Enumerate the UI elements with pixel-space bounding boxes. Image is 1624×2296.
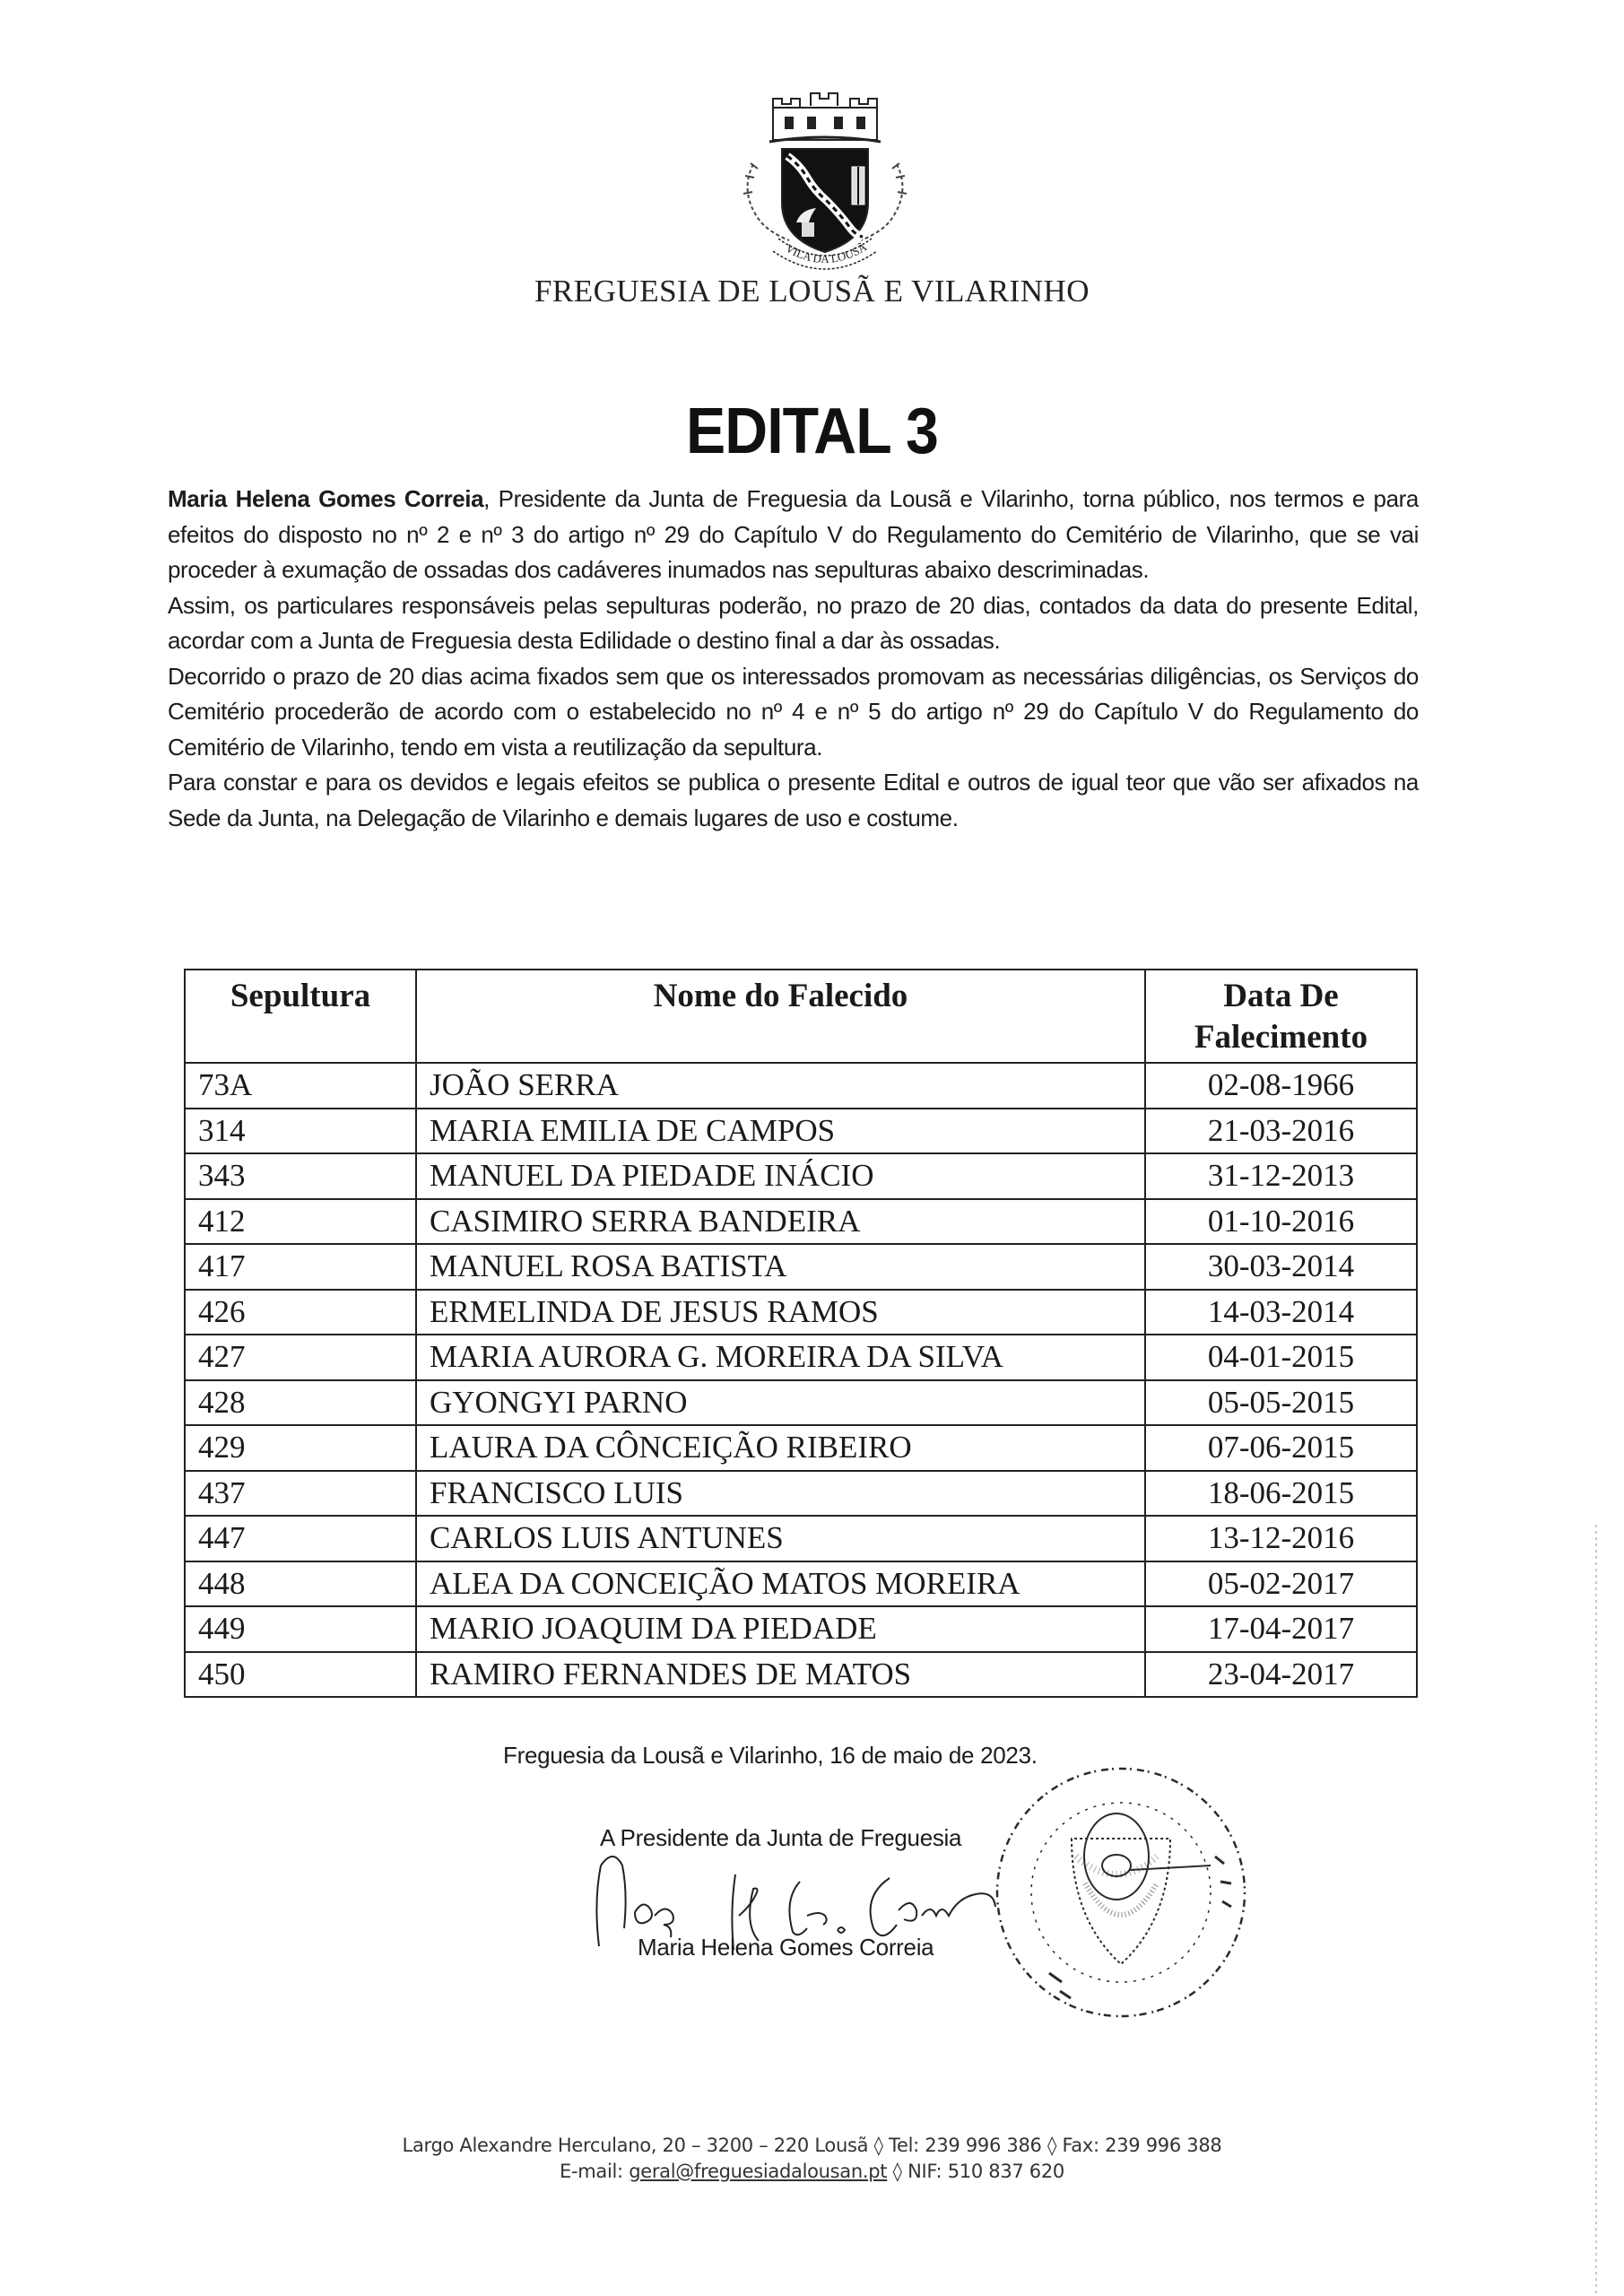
crest-motto: VILA DA LOUSÃ: [783, 239, 870, 266]
table-row: [185, 1063, 1417, 1109]
footer-email-link[interactable]: geral@freguesiadalousan.pt: [629, 2161, 888, 2182]
paragraph-procedure: Decorrido o prazo de 20 dias acima fixados sem que os interessados promovam as necessárias diligências, os Serviços do Cemitério procederão de acordo com o estabelecido no nº 4 e nº 5 do artigo nº 29 do Capítulo V do Regulamento do Cemitério de Vilarinho, tendo em vista a reutilização da sepultura.: [168, 662, 1419, 761]
cell-sepultura: 448: [185, 1561, 416, 1607]
official-stamp-icon: [986, 1758, 1255, 2027]
signatory-role: A Presidente da Junta de Freguesia: [600, 1824, 962, 1851]
cell-data: 05-02-2017: [1145, 1561, 1417, 1607]
cell-sepultura: 412: [185, 1199, 416, 1245]
cell-sepultura: 450: [185, 1652, 416, 1698]
cell-sepultura: 417: [185, 1244, 416, 1290]
cell-nome: MANUEL ROSA BATISTA: [416, 1244, 1145, 1290]
table-row: [185, 1471, 1417, 1517]
cell-data: 17-04-2017: [1145, 1606, 1417, 1652]
table-row: [185, 1561, 1417, 1607]
cell-sepultura: 426: [185, 1290, 416, 1335]
table-row: [185, 1109, 1417, 1154]
coat-of-arms-icon: [717, 79, 933, 276]
table-row: [185, 1380, 1417, 1426]
cell-nome: MARIA AURORA G. MOREIRA DA SILVA: [416, 1335, 1145, 1380]
cell-data: 02-08-1966: [1145, 1063, 1417, 1109]
table-row: [185, 1606, 1417, 1652]
table-row: [185, 1153, 1417, 1199]
footer-email-label: E-mail:: [559, 2161, 623, 2182]
paragraph-announcement: [168, 482, 1419, 588]
cell-sepultura: 343: [185, 1153, 416, 1199]
cell-nome: ALEA DA CONCEIÇÃO MATOS MOREIRA: [416, 1561, 1145, 1607]
table-row: [185, 1335, 1417, 1380]
place-and-date: Freguesia da Lousã e Vilarinho, 16 de maio de 2023.: [503, 1742, 1038, 1769]
cell-nome: LAURA DA CÔNCEIÇÃO RIBEIRO: [416, 1425, 1145, 1471]
header-data: [1145, 970, 1417, 1063]
cell-sepultura: 447: [185, 1516, 416, 1561]
separator-icon: ◊: [873, 2135, 883, 2156]
table-row: [185, 1244, 1417, 1290]
cell-data: 21-03-2016: [1145, 1109, 1417, 1154]
footer-line-email: [0, 2159, 1624, 2185]
cell-data: 30-03-2014: [1145, 1244, 1417, 1290]
header-data-line2: Falecimento: [1194, 1019, 1368, 1056]
cell-data: 05-05-2015: [1145, 1380, 1417, 1426]
signatory-name: Maria Helena Gomes Correia: [638, 1934, 934, 1961]
header-data-line1: Data De: [1223, 978, 1339, 1014]
table-header-row: [185, 970, 1417, 1063]
cell-data: 31-12-2013: [1145, 1153, 1417, 1199]
cell-nome: JOÃO SERRA: [416, 1063, 1145, 1109]
announcement-text: , Presidente da Junta de Freguesia da Lousã e Vilarinho, torna público, nos termos e para efeitos do disposto no nº 2 e nº 3 do artigo nº 29 do Capítulo V do Regulamento do Cemitério de Vilarinho, que se vai proceder à exumação de ossadas dos cadáveres inumados nas sepulturas abaixo descriminadas.: [168, 485, 1419, 583]
document-title: EDITAL 3: [686, 396, 938, 467]
cell-sepultura: 449: [185, 1606, 416, 1652]
cell-nome: MANUEL DA PIEDADE INÁCIO: [416, 1153, 1145, 1199]
table-body: [185, 1063, 1417, 1697]
cell-sepultura: 427: [185, 1335, 416, 1380]
cell-data: 04-01-2015: [1145, 1335, 1417, 1380]
cell-nome: MARIA EMILIA DE CAMPOS: [416, 1109, 1145, 1154]
cell-nome: CARLOS LUIS ANTUNES: [416, 1516, 1145, 1561]
table-row: [185, 1652, 1417, 1698]
table-row: [185, 1290, 1417, 1335]
cell-nome: GYONGYI PARNO: [416, 1380, 1145, 1426]
cell-nome: MARIO JOAQUIM DA PIEDADE: [416, 1606, 1145, 1652]
table-row: [185, 1425, 1417, 1471]
footer-tel: Tel: 239 996 386: [889, 2135, 1042, 2156]
cell-data: 18-06-2015: [1145, 1471, 1417, 1517]
separator-icon: ◊: [1046, 2135, 1057, 2156]
separator-icon: ◊: [892, 2161, 902, 2182]
president-name: Maria Helena Gomes Correia: [168, 485, 484, 512]
cell-nome: FRANCISCO LUIS: [416, 1471, 1145, 1517]
header-nome: Nome do Falecido: [416, 970, 1145, 1063]
table-row: [185, 1199, 1417, 1245]
table-row: [185, 1516, 1417, 1561]
cell-data: 23-04-2017: [1145, 1652, 1417, 1698]
organization-name: FREGUESIA DE LOUSÃ E VILARINHO: [534, 274, 1090, 309]
notice-body: [168, 482, 1419, 836]
cell-sepultura: 73A: [185, 1063, 416, 1109]
cell-sepultura: 428: [185, 1380, 416, 1426]
cell-nome: RAMIRO FERNANDES DE MATOS: [416, 1652, 1145, 1698]
footer-contact: [0, 2133, 1624, 2185]
cell-nome: CASIMIRO SERRA BANDEIRA: [416, 1199, 1145, 1245]
footer-address: Largo Alexandre Herculano, 20 – 3200 – 220 Lousã: [402, 2135, 869, 2156]
cell-data: 07-06-2015: [1145, 1425, 1417, 1471]
footer-fax: Fax: 239 996 388: [1062, 2135, 1222, 2156]
paragraph-deadline: Assim, os particulares responsáveis pelas sepulturas poderão, no prazo de 20 dias, contados da data do presente Edital, acordar com a Junta de Freguesia desta Edilidade o destino final a dar às ossadas.: [168, 591, 1419, 654]
cell-sepultura: 314: [185, 1109, 416, 1154]
header-sepultura: Sepultura: [185, 970, 416, 1063]
footer-nif: NIF: 510 837 620: [908, 2161, 1064, 2182]
cell-data: 13-12-2016: [1145, 1516, 1417, 1561]
cell-data: 14-03-2014: [1145, 1290, 1417, 1335]
graves-table: [184, 969, 1418, 1698]
cell-sepultura: 429: [185, 1425, 416, 1471]
cell-sepultura: 437: [185, 1471, 416, 1517]
cell-data: 01-10-2016: [1145, 1199, 1417, 1245]
footer-line-address: [0, 2133, 1624, 2159]
paragraph-publication: Para constar e para os devidos e legais efeitos se publica o presente Edital e outros de igual teor que vão ser afixados na Sede da Junta, na Delegação de Vilarinho e demais lugares de uso e costume.: [168, 769, 1419, 831]
cell-nome: ERMELINDA DE JESUS RAMOS: [416, 1290, 1145, 1335]
